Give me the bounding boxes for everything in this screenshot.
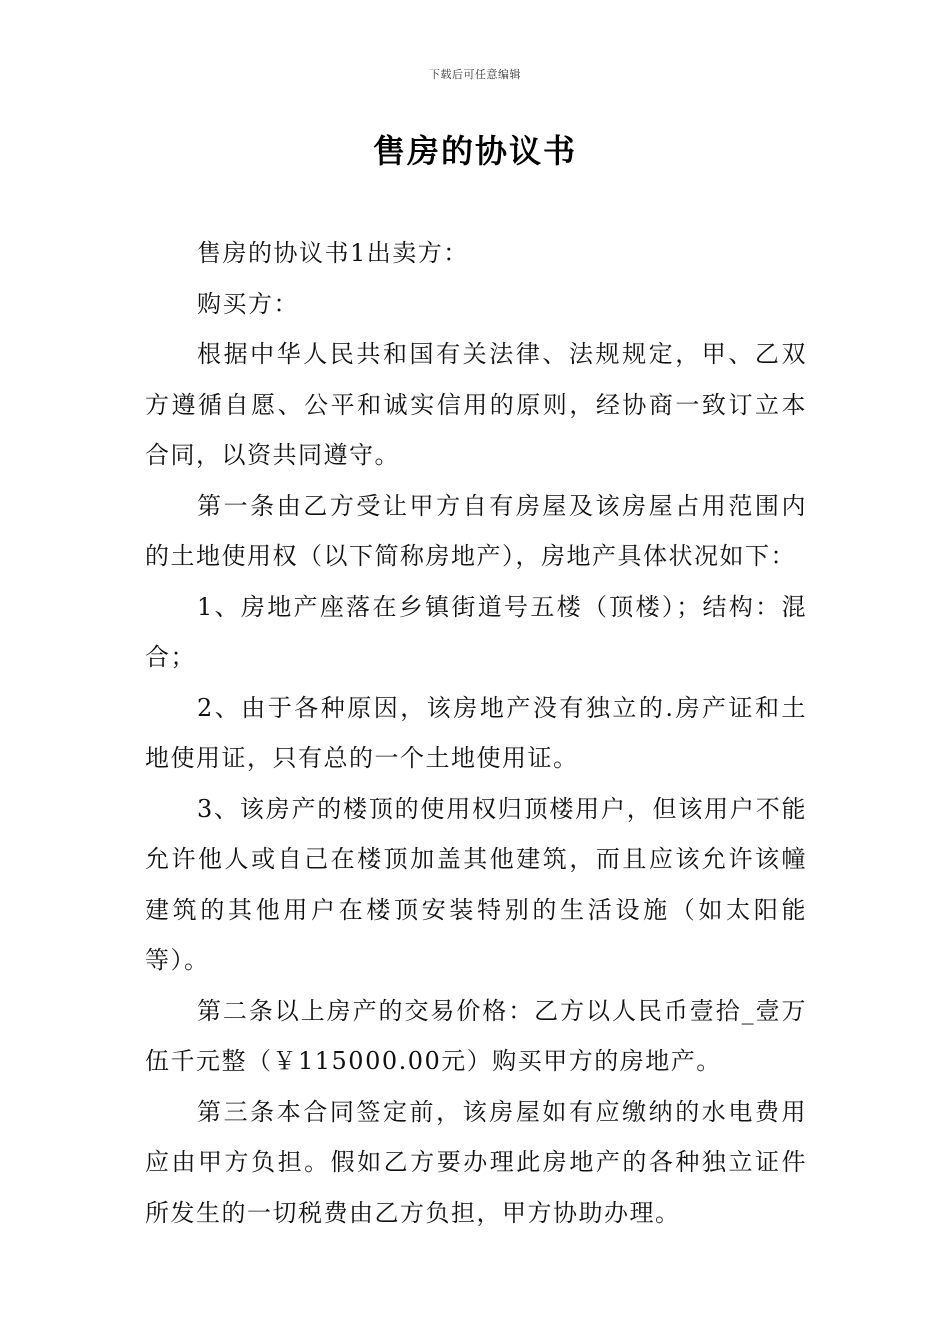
document-body [145,228,807,1238]
paragraph-preamble: 根据中华人民共和国有关法律、法规规定，甲、乙双方遵循自愿、公平和诚实信用的原则，经协商一致订立本合同，以资共同遵守。 [145,340,807,469]
paragraph-article-2: 第二条以上房产的交易价格：乙方以人民币壹拾_壹万伍千元整（￥115000.00元）购买甲方的房地产。 [145,996,807,1075]
paragraph-article-1: 第一条由乙方受让甲方自有房屋及该房屋占用范围内的土地使用权（以下简称房地产），房地产具体状况如下： [145,491,807,570]
paragraph-seller: 售房的协议书1出卖方： [197,239,469,267]
paragraph-item-2: 2、由于各种原因，该房地产没有独立的.房产证和土地使用证，只有总的一个土地使用证。 [145,693,807,772]
paragraph-buyer: 购买方： [197,289,299,318]
paragraph-article-3: 第三条本合同签定前，该房屋如有应缴纳的水电费用应由甲方负担。假如乙方要办理此房地产的各种独立证件所发生的一切税费由乙方负担，甲方协助办理。 [145,1097,807,1227]
paragraph-item-3: 3、该房产的楼顶的使用权归顶楼用户，但该用户不能允许他人或自己在楼顶加盖其他建筑，而且应该允许该幢建筑的其他用户在楼顶安装特别的生活设施（如太阳能等）。 [145,794,807,974]
header-note: 下载后可任意编辑 [429,68,521,81]
document-title: 售房的协议书 [372,132,577,170]
paragraph-item-1: 1、房地产座落在乡镇街道号五楼（顶楼）；结构：混合； [145,592,807,671]
